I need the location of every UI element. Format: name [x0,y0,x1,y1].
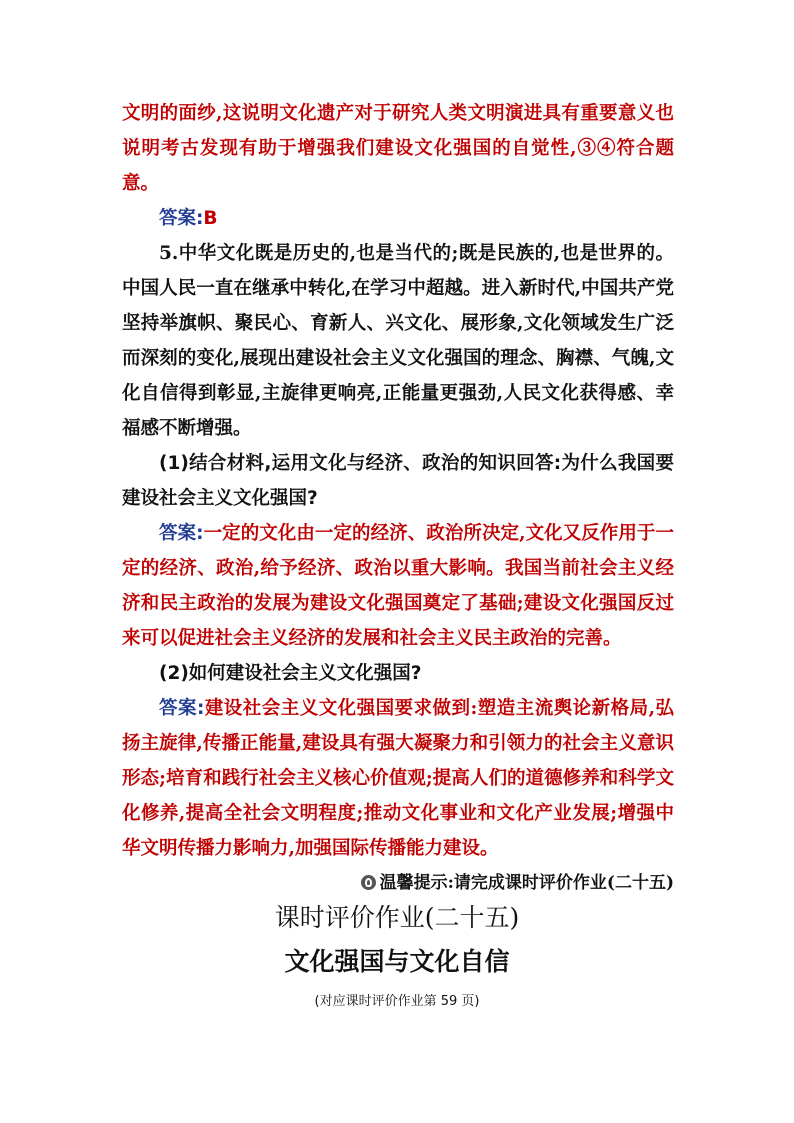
question-5-sub2: (2)如何建设社会主义文化强国? [159,663,422,684]
answer-label: 答案: [159,208,204,229]
previous-answer-explanation: 文明的面纱,这说明文化遗产对于研究人类文明演进具有重要意义也说明考古发现有助于增强我们建设文化强国的自觉性,③④符合题意。 [122,103,674,194]
tip-icon [361,875,376,890]
question-5-sub2-answer [122,691,674,866]
answer-label: 答案: [159,523,204,544]
answer-text: 建设社会主义文化强国要求做到:塑造主流舆论新格局,弘扬主旋律,传播正能量,建设具有强大凝聚力和引领力的社会主义意识形态;培育和践行社会主义核心价值观;提高人们的道德修养和科学文化修养,提高全社会文明程度;推动文化事业和文化产业发展;增强中华文明传播力影响力,加强国际传播能力建设。 [122,698,674,859]
answer-label: 答案: [159,698,205,719]
question-5-sub1-answer [122,516,674,656]
answer-text: 一定的文化由一定的经济、政治所决定,文化又反作用于一定的经济、政治,给予经济、政治以重大影响。我国当前社会主义经济和民主政治的发展为建设文化强国奠定了基础;建设文化强国反过来可以促进社会主义经济的发展和社会主义民主政治的完善。 [122,523,674,649]
section-subtitle: 文化强国与文化自信 [284,947,510,976]
section-reference: (对应课时评价作业第 59 页) [314,994,480,1009]
homework-tip[interactable] [122,868,674,898]
question-5-sub1: (1)结合材料,运用文化与经济、政治的知识回答:为什么我国要建设社会主义文化强国? [122,453,674,509]
previous-answer [122,201,674,236]
tip-text: 温馨提示:请完成课时评价作业(二十五) [379,873,674,893]
document-body [122,96,674,898]
section-title: 课时评价作业(二十五) [274,903,520,932]
question-5-stem: 5.中华文化既是历史的,也是当代的;既是民族的,也是世界的。中国人民一直在继承中转化,在学习中超越。进入新时代,中国共产党坚持举旗帜、聚民心、育新人、兴文化、展形象,文化领域发生广泛而深刻的变化,展现出建设社会主义文化强国的理念、胸襟、气魄,文化自信得到彰显,主旋律更响亮,正能量更强劲,人民文化获得感、幸福感不断增强。 [122,243,674,439]
answer-value: B [203,208,218,229]
